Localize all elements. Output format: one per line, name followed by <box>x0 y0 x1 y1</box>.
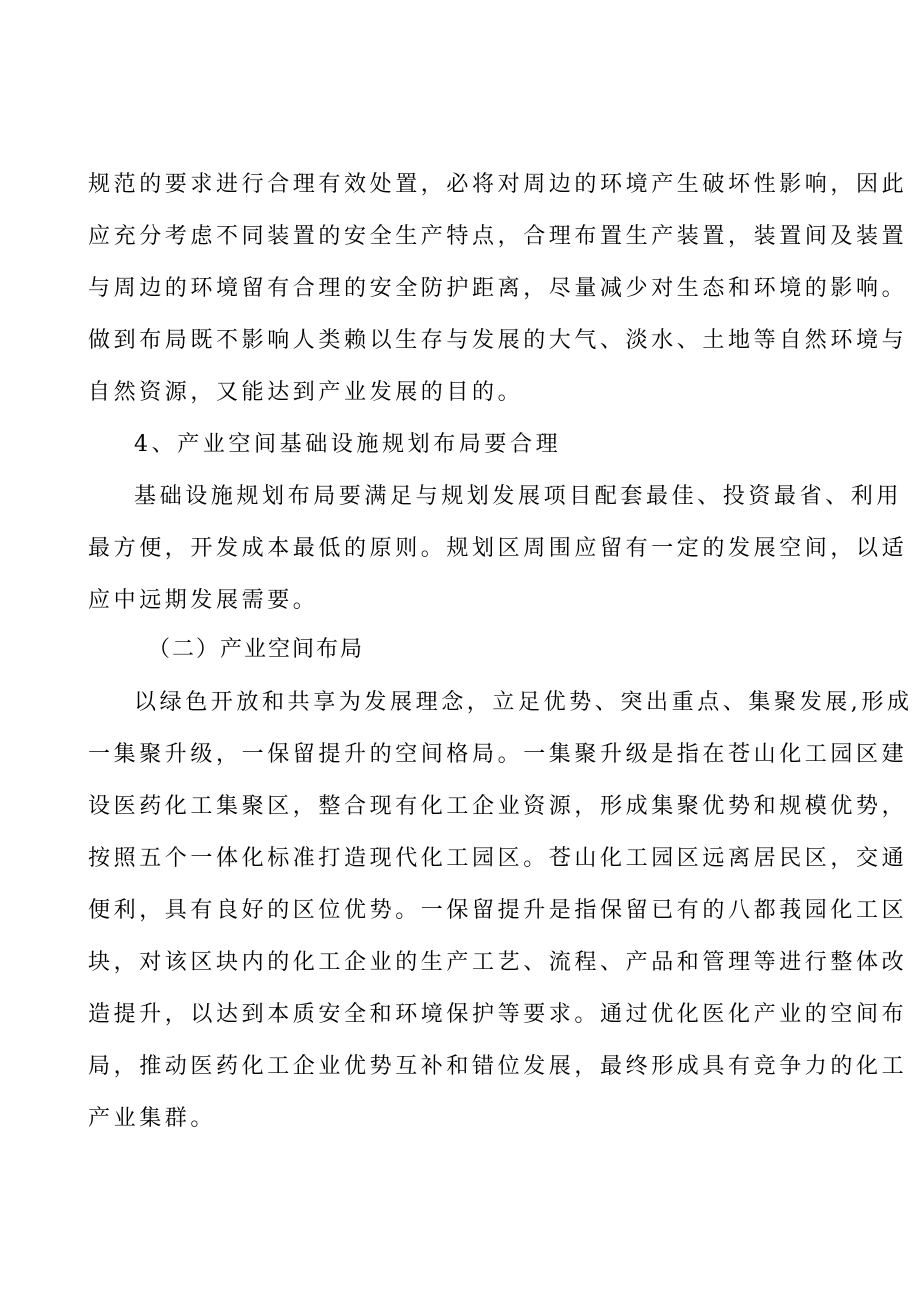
section-heading: （二）产业空间布局 <box>148 637 365 662</box>
paragraph-line: 造提升，以达到本质安全和环境保护等要求。通过优化医化产业的空间布 <box>88 1002 908 1027</box>
paragraph-line: 最方便，开发成本最低的原则。规划区周围应留有一定的发展空间，以适 <box>88 536 908 561</box>
paragraph-line: 按照五个一体化标准打造现代化工园区。苍山化工园区远离居民区，交通 <box>88 846 908 871</box>
paragraph-line: 产业集群。 <box>88 1106 217 1131</box>
paragraph-line: 自然资源，又能达到产业发展的目的。 <box>88 380 524 405</box>
paragraph-line: 应充分考虑不同装置的安全生产特点，合理布置生产装置，装置间及装置 <box>88 224 908 249</box>
paragraph-line: 以绿色开放和共享为发展理念，立足优势、突出重点、集聚发展,形成 <box>134 690 913 715</box>
paragraph-line: 做到布局既不影响人类赖以生存与发展的大气、淡水、土地等自然环境与 <box>88 328 908 353</box>
section-heading: 4、产业空间基础设施规划布局要合理 <box>134 432 562 457</box>
paragraph-line: 基础设施规划布局要满足与规划发展项目配套最佳、投资最省、利用 <box>134 484 903 509</box>
paragraph-line: 应中远期发展需要。 <box>88 588 319 613</box>
paragraph-line: 与周边的环境留有合理的安全防护距离，尽量减少对生态和环境的影响。 <box>88 276 908 301</box>
paragraph-line: 一集聚升级，一保留提升的空间格局。一集聚升级是指在苍山化工园区建 <box>88 742 908 767</box>
paragraph-line: 设医药化工集聚区，整合现有化工企业资源，形成集聚优势和规模优势， <box>88 794 908 819</box>
paragraph-line: 块，对该区块内的化工企业的生产工艺、流程、产品和管理等进行整体改 <box>88 950 908 975</box>
paragraph-line: 便利，具有良好的区位优势。一保留提升是指保留已有的八都莪园化工区 <box>88 898 908 923</box>
paragraph-line: 局，推动医药化工企业优势互补和错位发展，最终形成具有竞争力的化工 <box>88 1054 908 1079</box>
paragraph-line: 规范的要求进行合理有效处置，必将对周边的环境产生破坏性影响，因此 <box>88 172 908 197</box>
